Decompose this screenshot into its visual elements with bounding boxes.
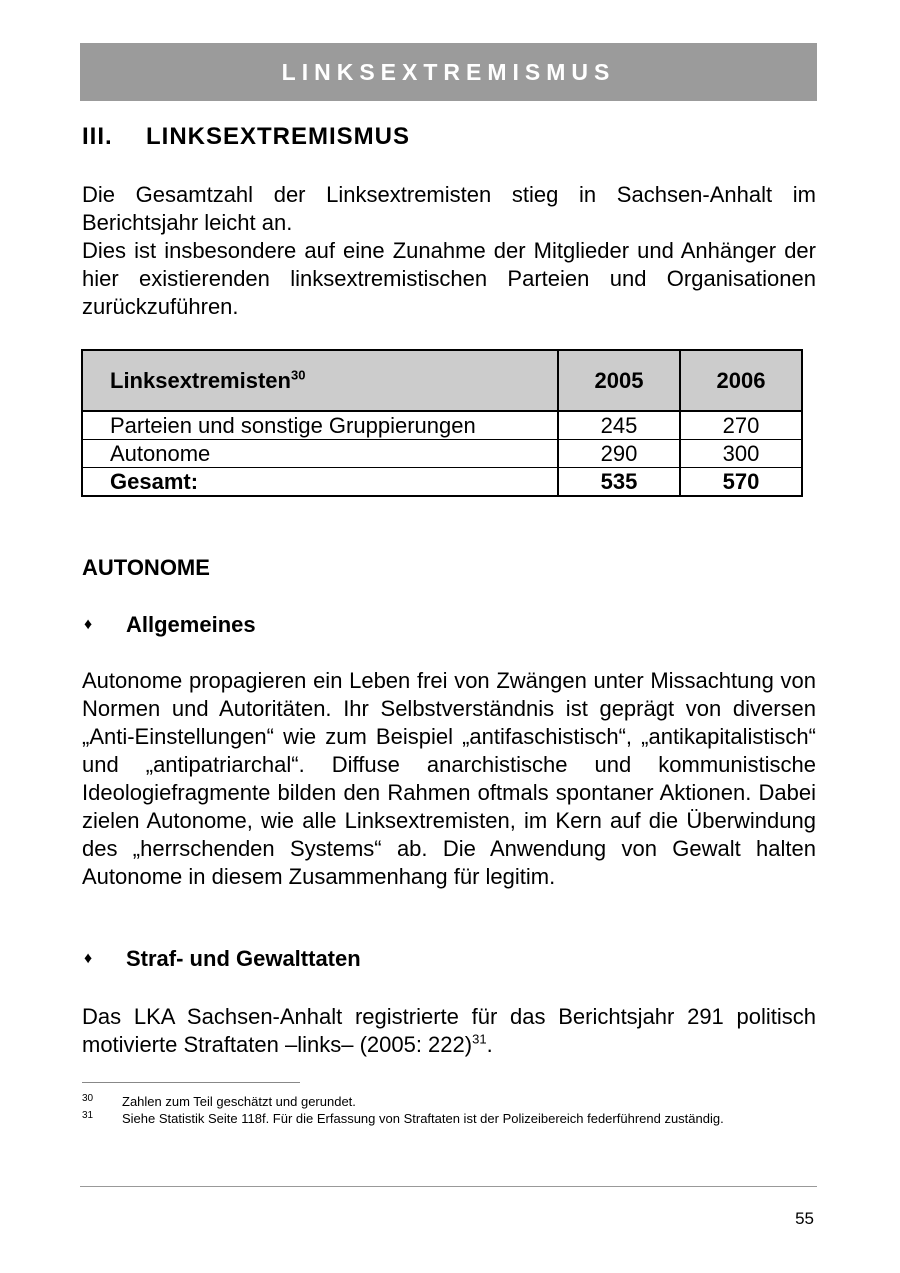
row-value-2005: 290: [558, 440, 680, 468]
footnote-30: [82, 1093, 816, 1110]
intro-paragraph-2: Dies ist insbesondere auf eine Zunahme der Mitglieder und Anhänger der hier existierenden linksextremistischen Parteien und Organisationen zurückzuführen.: [82, 238, 816, 319]
footnote-text: Zahlen zum Teil geschätzt und gerundet.: [122, 1094, 356, 1109]
table-header-label: [82, 350, 558, 411]
straftaten-paragraph: [82, 1003, 816, 1059]
footnote-31: [82, 1110, 816, 1127]
footer-divider: [80, 1186, 817, 1187]
subsection-title: Straf- und Gewalttaten: [126, 946, 361, 971]
footnote-number: 31: [82, 1110, 94, 1121]
table-header-label-text: Linksextremisten: [110, 367, 291, 393]
row-value-2005: 245: [558, 411, 680, 440]
subsection-heading-straftaten: [82, 946, 361, 972]
diamond-bullet-icon: ♦: [84, 616, 93, 633]
subsection-title: Allgemeines: [126, 612, 256, 637]
footnote-number: 30: [82, 1093, 94, 1104]
chapter-title: LINKSEXTREMISMUS: [146, 123, 411, 150]
total-value-2006: 570: [680, 468, 802, 497]
straftaten-text: Das LKA Sachsen-Anhalt registrierte für das Berichtsjahr 291 politisch motivierte Straftaten –links– (2005: 222): [82, 1004, 816, 1057]
row-label: Autonome: [82, 440, 558, 468]
straftaten-text-end: .: [486, 1032, 493, 1057]
total-value-2005: 535: [558, 468, 680, 497]
row-label: Parteien und sonstige Gruppierungen: [82, 411, 558, 440]
table-header-2006: 2006: [680, 350, 802, 411]
diamond-bullet-icon: ♦: [84, 950, 93, 967]
table-header-2005: 2005: [558, 350, 680, 411]
footnote-ref-30: 30: [290, 367, 306, 383]
page-number: 55: [795, 1209, 814, 1228]
table-row: [82, 440, 802, 468]
statistics-table: [81, 349, 803, 497]
intro-paragraph-1: Die Gesamtzahl der Linksextremisten stieg in Sachsen-Anhalt im Berichtsjahr leicht an.: [82, 182, 816, 235]
footnote-ref-31: 31: [472, 1031, 487, 1047]
table-header-row: [82, 350, 802, 411]
table-row: [82, 411, 802, 440]
subsection-heading-allgemeines: [82, 612, 256, 638]
running-header-title: LINKSEXTREMISMUS: [281, 58, 616, 85]
table-total-row: [82, 468, 802, 497]
total-label: Gesamt:: [82, 468, 558, 497]
chapter-heading: [82, 123, 410, 151]
section-title: AUTONOME: [82, 555, 210, 580]
chapter-number: III.: [82, 123, 113, 150]
allgemeines-paragraph: Autonome propagieren ein Leben frei von Zwängen unter Missachtung von Normen und Autoritäten. Ihr Selbstverständnis ist geprägt von diversen „Anti-Einstellungen“ wie zum Beispiel „antifaschistisch“, „antikapitalistisch“ und „antipatriarchal“. Diffuse anarchistische und kommunistische Ideologiefragmente bilden den Rahmen oftmals spontaner Aktionen. Dabei zielen Autonome, wie alle Linksextremisten, im Kern auf die Überwindung des „herrschenden Systems“ ab. Die Anwendung von Gewalt halten Autonome in diesem Zusammenhang für legitim.: [82, 668, 816, 889]
footnote-text: Siehe Statistik Seite 118f. Für die Erfassung von Straftaten ist der Polizeibereich federführend zuständig.: [122, 1111, 724, 1126]
running-header: [80, 43, 817, 101]
row-value-2006: 300: [680, 440, 802, 468]
row-value-2006: 270: [680, 411, 802, 440]
footnote-divider: [82, 1082, 300, 1083]
